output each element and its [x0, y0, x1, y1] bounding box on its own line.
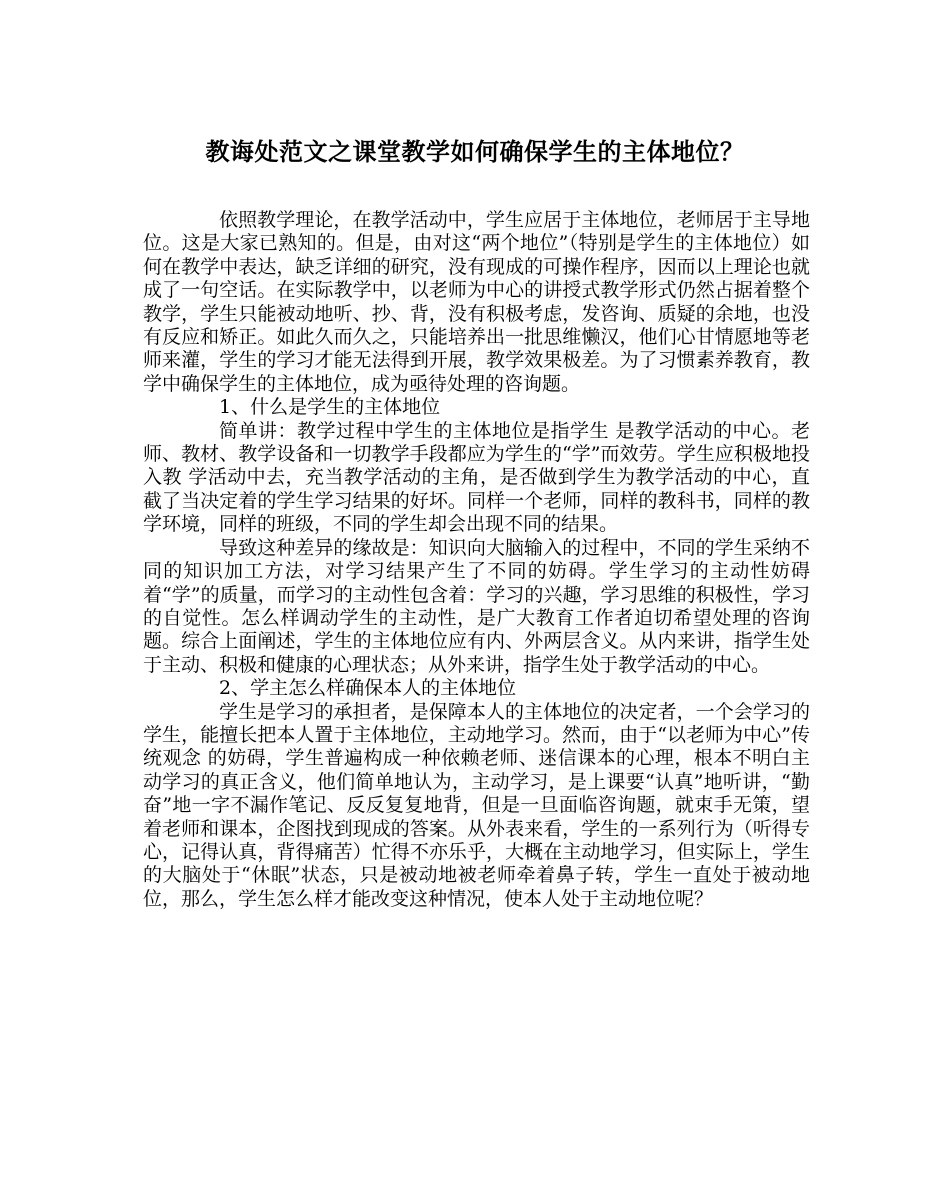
section-heading-2: 2、学主怎么样确保本人的主体地位 [219, 677, 517, 700]
paragraph-intro: 依照教学理论，在教学活动中，学生应居于主体地位，老师居于主导地位。这是大家已熟知的。但是，由对这“两个地位”（特别是学生的主体地位）如何在教学中表达，缺乏详细的研究，没有现成的可操作程序，因而以上理论也就成了一句空话。在实际教学中，以老师为中心的讲授式教学形式仍然占据着整个教学，学生只能被动地听、抄、背，没有积极考虑，发咨询、质疑的余地，也没有反应和矫正。如此久而久之，只能培养出一批思维懒汉，他们心甘情愿地等老师来灌，学生的学习才能无法得到开展，教学效果极差。为了习惯素养教育，教学中确保学生的主体地位，成为亟待处理的咨询题。 [143, 209, 810, 395]
paragraph-student-role: 学生是学习的承担者，是保障本人的主体地位的决定者，一个会学习的学生，能擅长把本人置于主体地位，主动地学习。然而，由于“以老师为中心”传统观念 的妨碍，学生普遍构成一种依赖老师、迷信课本的心理，根本不明白主动学习的真正含义，他们简单地认为，主动学习，是上课要“认真”地听讲，“勤奋”地一字不漏作笔记、反反复复地背，但是一旦面临咨询题，就束手无策，望着老师和课本，企图找到现成的答案。从外表来看，学生的一系列行为（听得专心，记得认真，背得痛苦）忙得不亦乐乎，大概在主动地学习，但实际上，学生的大脑处于“休眠”状态，只是被动地被老师牵着鼻子转，学生一直处于被动地位，那么，学生怎么样才能改变这种情况，使本人处于主动地位呢？ [143, 700, 810, 910]
document-body [143, 209, 810, 911]
paragraph-definition: 简单讲：教学过程中学生的主体地位是指学生 是教学活动的中心。老师、教材、教学设备和一切教学手段都应为学生的“学”而效劳。学生应积极地投入教 学活动中去，充当教学活动的主角，是否做到学生为教学活动的中心，直截了当决定着的学生学习结果的好坏。同样一个老师，同样的教科书，同样的教学环境，同样的班级，不同的学生却会出现不同的结果。 [143, 419, 810, 536]
section-heading-1: 1、什么是学生的主体地位 [219, 396, 441, 419]
document-title: 教诲处范文之课堂教学如何确保学生的主体地位？ [205, 137, 745, 166]
paragraph-cause: 导致这种差异的缘故是：知识向大脑输入的过程中，不同的学生采纳不同的知识加工方法，对学习结果产生了不同的妨碍。学生学习的主动性妨碍着“学”的质量，而学习的主动性包含着：学习的兴趣，学习思维的积极性，学习的自觉性。怎么样调动学生的主动性，是广大教育工作者迫切希望处理的咨询题。综合上面阐述，学生的主体地位应有内、外两层含义。从内来讲，指学生处于主动、积极和健康的心理状态；从外来讲，指学生处于教学活动的中心。 [143, 536, 810, 676]
